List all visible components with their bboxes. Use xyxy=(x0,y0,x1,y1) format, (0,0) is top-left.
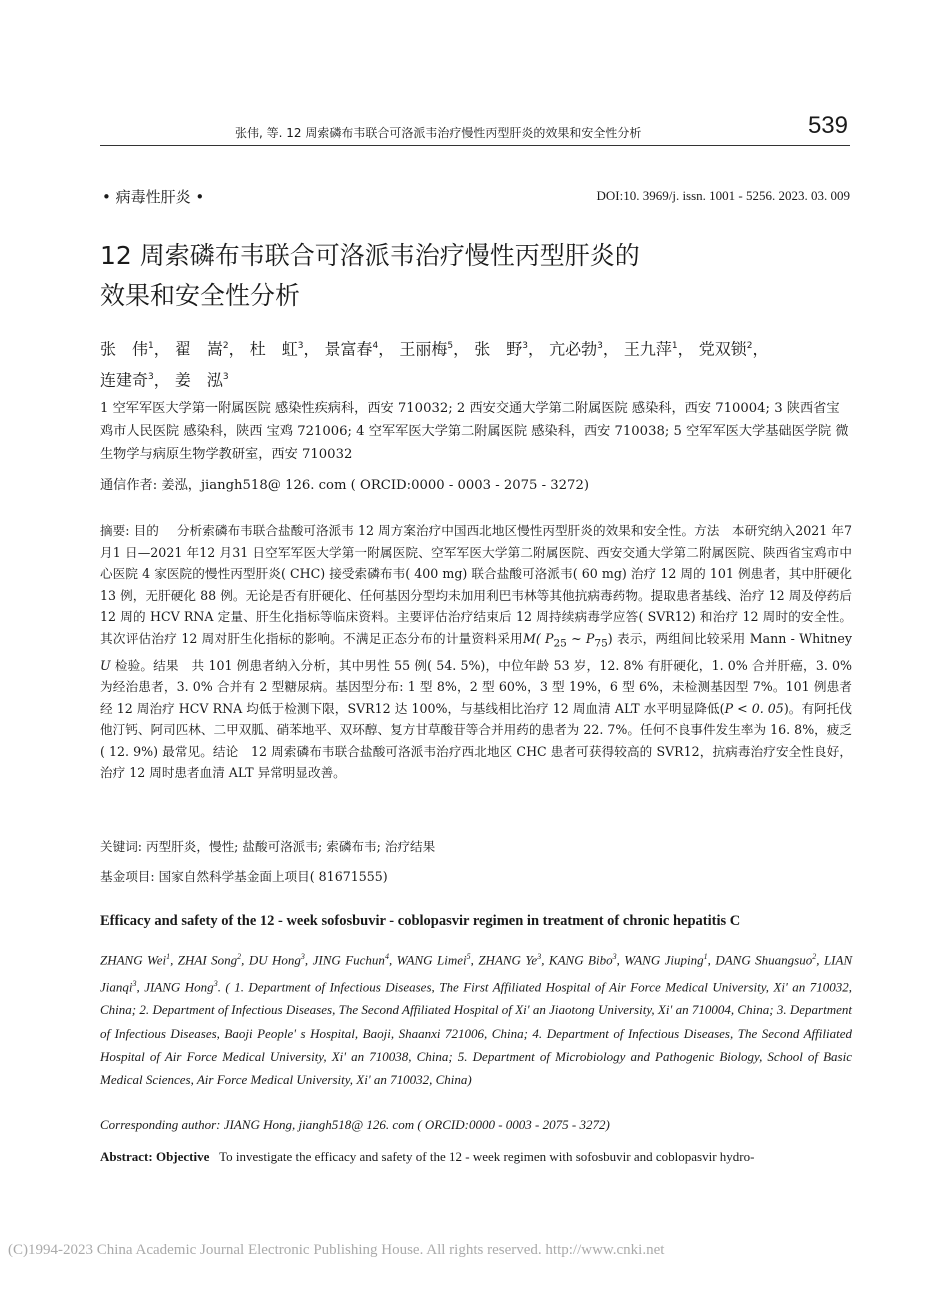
abstract-label: 摘要: 目的 xyxy=(100,523,159,538)
author-sup: 1 xyxy=(166,952,171,961)
stat-tail: ) 表示，两组间比较采用 Mann - Whitney xyxy=(607,630,852,646)
methods-label: 方法 xyxy=(694,523,720,538)
author-sup: 5 xyxy=(466,952,471,961)
author-en: DANG Shuangsuo xyxy=(715,952,813,968)
conclusion-label: 结论 xyxy=(212,743,239,759)
stat-m: M( P xyxy=(522,630,554,646)
author-sup: 3 xyxy=(612,952,617,961)
author-cn: 党双锁 xyxy=(698,339,747,359)
author-sup: 3 xyxy=(300,952,305,961)
results-tail: )。有阿托伐他汀钙、阿司匹林、二甲双胍、硝苯地平、双环醇、复方甘草酸苷等合并用药的患者为 22. 7%。任何不良事件发生率为 16. 8%，疲乏( 12. 9%) 最常见。 xyxy=(100,700,852,759)
english-abstract xyxy=(100,1149,852,1165)
author-en: WANG Jiuping xyxy=(624,952,704,968)
p-value: P < 0. 05 xyxy=(724,700,784,716)
abstract-results: 共 101 例患者纳入分析，其中男性 55 例( 54. 5%)，中位年龄 53 岁，12. 8% 有肝硬化，1. 0% 合并肝癌，3. 0% 为经治患者，3. 0% 合并有 2 型糖尿病。基因型分布: 1 型 8%，2 型 60%，3 型 19%，6 型 6%，未检测基因型 7%。101 例患者经 12 周治疗 HCV RNA 均低于检测下限，SVR12 达 100%，与基线相比治疗 12 周血清 ALT 水平明显降低( xyxy=(100,657,853,716)
header-rule xyxy=(100,145,850,146)
english-abstract-label: Abstract: Objective xyxy=(100,1149,210,1164)
author-sup: 3 xyxy=(213,978,218,988)
author-sup: 4 xyxy=(384,952,389,961)
keywords-cn: 关键词: 丙型肝炎，慢性; 盐酸可洛派韦; 索磷布韦; 治疗结果 xyxy=(100,839,436,854)
author-sup: 1 xyxy=(148,341,154,351)
abstract-cn xyxy=(100,520,852,784)
page-number: 539 xyxy=(807,112,848,139)
author-en: ZHANG Wei xyxy=(100,952,167,968)
stat-end: 检验。 xyxy=(114,657,154,673)
author-en: KANG Bibo xyxy=(548,952,613,968)
doi[interactable]: DOI:10. 3969/j. issn. 1001 - 5256. 2023. 03. 009 xyxy=(596,188,850,203)
author-sup: 3 xyxy=(537,952,542,961)
funding-cn: 基金项目: 国家自然科学基金面上项目( 81671555) xyxy=(100,869,388,884)
author-cn: 姜 泓 xyxy=(174,370,223,390)
subscript-25: 25 xyxy=(553,637,567,650)
author-list-cn: 张 伟$^1$， 翟 嵩$^2$， 杜 虹$^3$， 景富春$^4$， 王丽梅$^5$， 张 野$^3$， 亢必勃$^3$， 王九萍$^1$， 党双锁$^2$， 连建奇$^3$， 姜 泓$^3$ xyxy=(100,339,769,390)
author-sup: 2 xyxy=(746,341,753,351)
author-sup: 2 xyxy=(237,952,242,961)
abstract-objective: 分析索磷布韦联合盐酸可洛派韦 12 周方案治疗中国西北地区慢性丙型肝炎的效果和安全性。 xyxy=(176,523,695,538)
author-sup: 2 xyxy=(812,952,817,961)
author-cn: 连建奇 xyxy=(100,370,149,390)
running-head-text: 张伟, 等. 12 周索磷布韦联合可洛派韦治疗慢性丙型肝炎的效果和安全性分析 xyxy=(235,126,642,140)
author-sup: 4 xyxy=(372,341,379,351)
author-sup: 3 xyxy=(597,341,603,351)
author-sup: 1 xyxy=(703,952,708,961)
author-en: LIAN Jianqi xyxy=(100,952,853,994)
title-line-1: 12 周索磷布韦联合可洛派韦治疗慢性丙型肝炎的 xyxy=(100,241,640,270)
author-cn: 翟 嵩 xyxy=(174,339,223,359)
author-cn: 王丽梅 xyxy=(399,339,448,359)
running-head xyxy=(100,112,850,148)
english-abstract-text: To investigate the efficacy and safety of the 12 - week regimen with sofosbuvir and coblopasvir hydro- xyxy=(219,1149,755,1164)
author-sup: 1 xyxy=(671,341,678,351)
article-title xyxy=(100,236,850,316)
copyright-footer: (C)1994-2023 China Academic Journal Electronic Publishing House. All rights reserved. http://www.cnki.net xyxy=(8,1242,665,1258)
author-sup: 3 xyxy=(297,341,304,351)
author-en: DU Hong xyxy=(248,952,301,968)
author-cn: 杜 虹 xyxy=(249,339,298,359)
author-en: ZHANG Ye xyxy=(478,952,538,968)
abstract-conclusion: 12 周索磷布韦联合盐酸可洛派韦治疗西北地区 CHC 患者可获得较高的 SVR12，抗病毒治疗安全性良好，治疗 12 周时患者血清 ALT 异常明显改善。 xyxy=(100,743,853,781)
author-sup: 3 xyxy=(222,372,229,383)
abstract-methods: 本研究纳入2021 年7 月1 日—2021 年12 月31 日空军军医大学第一附属医院、空军军医大学第二附属医院、西安交通大学第二附属医院、陕西省宝鸡市中心医院 4 家医院的慢性丙型肝炎( CHC) 接受索磷布韦( 400 mg) 联合盐酸可洛派韦( 60 mg) 治疗 12 周的 101 例患者，其中肝硬化 13 例，无肝硬化 88 例。无论是否有肝硬化、任何基因分型均未加用利巴韦林等其他抗病毒药物。提取患者基线、治疗 12 周及停药后 12 周的 HCV RNA 定量、肝生化指标等临床资料。主要评估治疗结束后 12 周持续病毒学应答( SVR12) 和治疗 12 周时的安全性。其次评估治疗 12 周对肝生化指标的影响。不满足正态分布的计量资料采用 xyxy=(100,523,853,646)
author-sup: 3 xyxy=(148,372,154,383)
author-sup: 5 xyxy=(447,341,454,351)
english-authors-affiliations: ZHANG Wei$^1$, ZHAI Song$^2$, DU Hong$^3$, JING Fuchun$^4$, WANG Limei$^5$, ZHANG Ye$^3$, KANG Bibo$^3$, WANG Jiuping$^1$, DANG Shuangsuo$^2$, LIAN Jianqi$^3$, JIANG Hong$^3$. ( 1. Department of Infectious Diseases, The First Affiliated Hospital of Air Force Medical University, Xi' an 710032, China; 2. Department of Infectious Diseases, The Second Affiliated Hospital of Xi' an Jiaotong University, Xi' an 710004, China; 3. Department of Infectious Diseases, Baoji People' s Hospital, Baoji, Shaanxi 721006, China; 4. Department of Infectious Diseases, The Second Affiliated Hospital of Air Force Medical University, Xi' an 710038, China; 5. Department of Microbiology and Pathogenic Biology, School of Basic Medical Sciences, Air Force Medical University, Xi' an 710032, China) xyxy=(100,952,853,1088)
author-cn: 张 野 xyxy=(474,339,523,359)
author-cn: 王九萍 xyxy=(623,339,672,359)
subscript-75: 75 xyxy=(594,637,608,650)
author-sup: 3 xyxy=(132,978,137,988)
author-cn: 景富春 xyxy=(324,339,373,359)
affiliations-cn: 1 空军军医大学第一附属医院 感染性疾病科，西安 710032; 2 西安交通大学第二附属医院 感染科，西安 710004; 3 陕西省宝鸡市人民医院 感染科，陕西 宝鸡 721006; 4 空军军医大学第二附属医院 感染科，西安 710038; 5 空军军医大学基础医学院 微生物学与病原生物学教研室，西安 710032 xyxy=(100,401,849,462)
english-corresponding-author: Corresponding author: JIANG Hong, jiangh518@ 126. com ( ORCID:0000 - 0003 - 2075 - 3272) xyxy=(100,1117,610,1132)
stat-tilde: ~ P xyxy=(566,630,595,646)
author-en: JING Fuchun xyxy=(312,952,385,968)
corresponding-author-cn: 通信作者: 姜泓，jiangh518@ 126. com ( ORCID:0000 - 0003 - 2075 - 3272) xyxy=(100,478,589,493)
section-label: • 病毒性肝炎 • xyxy=(102,188,205,206)
author-en: ZHAI Song xyxy=(177,952,238,968)
results-label: 结果 xyxy=(153,657,179,673)
author-en: JIANG Hong xyxy=(144,978,214,994)
author-sup: 2 xyxy=(222,341,229,351)
english-title: Efficacy and safety of the 12 - week sofosbuvir - coblopasvir regimen in treatment of chronic hepatitis C xyxy=(100,913,741,929)
english-affiliations: . ( 1. Department of Infectious Diseases, The First Affiliated Hospital of Air Force Medical University, Xi' an 710032, China; 2. Department of Infectious Diseases, The Second Affiliated Hospital of Xi' an Jiaotong University, Xi' an 710004, China; 3. Department of Infectious Diseases, Baoji People' s Hospital, Baoji, Shaanxi 721006, China; 4. Department of Infectious Diseases, The Second Affiliated Hospital of Air Force Medical University, Xi' an 710038, China; 5. Department of Microbiology and Pathogenic Biology, School of Basic Medical Sciences, Air Force Medical University, Xi' an 710032, China) xyxy=(100,978,853,1088)
stat-u: U xyxy=(100,657,111,673)
author-cn: 张 伟 xyxy=(100,339,149,359)
author-sup: 3 xyxy=(522,341,528,351)
title-line-2: 效果和安全性分析 xyxy=(100,281,301,310)
author-cn: 亢必勃 xyxy=(549,339,598,359)
author-en: WANG Limei xyxy=(396,952,467,968)
